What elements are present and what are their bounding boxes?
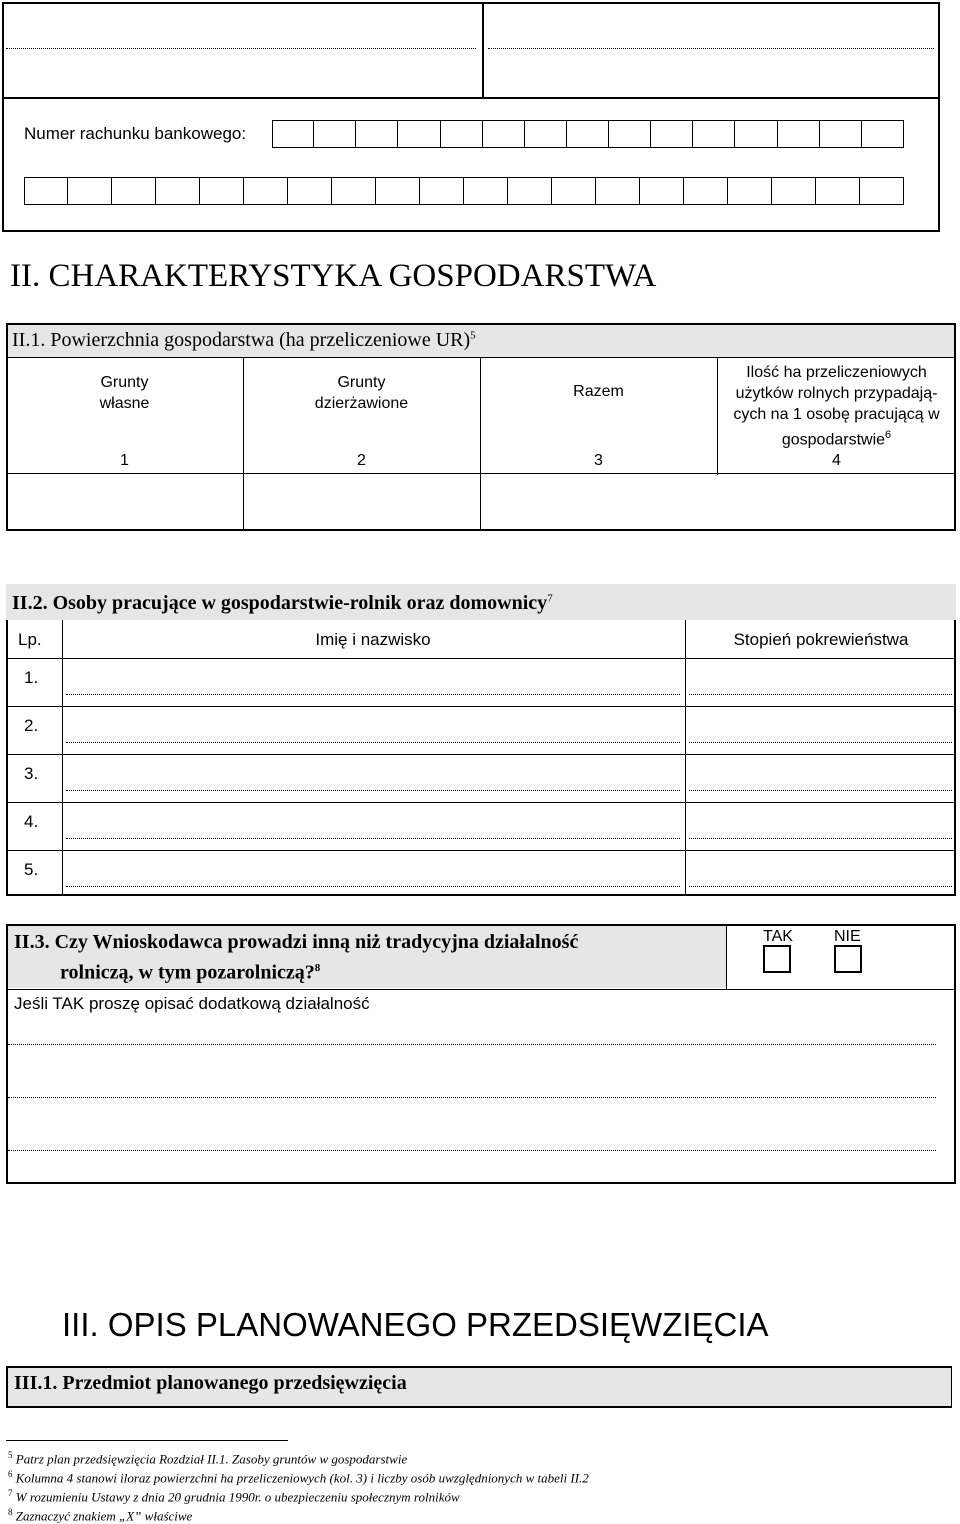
s21-number-line xyxy=(6,473,956,474)
name-field[interactable] xyxy=(66,886,680,887)
name-field[interactable] xyxy=(66,838,680,839)
footnote-number: 5 xyxy=(8,1450,13,1460)
footnote-text: Patrz plan przedsięwzięcia Rozdział II.1. Zasoby gruntów w gospodarstwie xyxy=(12,1451,408,1467)
s21-col4-header xyxy=(717,362,956,450)
bank-digit-cell[interactable] xyxy=(820,120,862,148)
s22-title-sup: 7 xyxy=(547,592,553,605)
bank-digit-cell[interactable] xyxy=(441,120,483,148)
relation-field[interactable] xyxy=(689,742,952,743)
bank-digit-cell[interactable] xyxy=(816,177,860,205)
bank-digit-cell[interactable] xyxy=(693,120,735,148)
footnote-number: 6 xyxy=(8,1469,13,1479)
s23-question xyxy=(14,929,578,986)
bank-account-row-1 xyxy=(272,120,904,148)
s21-num-1: 1 xyxy=(120,452,129,469)
bank-digit-cell[interactable] xyxy=(244,177,288,205)
bank-digit-cell[interactable] xyxy=(567,120,609,148)
bank-digit-cell[interactable] xyxy=(651,120,693,148)
bank-digit-cell[interactable] xyxy=(552,177,596,205)
bank-account-label: Numer rachunku bankowego: xyxy=(24,124,247,143)
row-number: 3. xyxy=(24,764,39,783)
bank-digit-cell[interactable] xyxy=(288,177,332,205)
bank-digit-cell[interactable] xyxy=(609,120,651,148)
s21-num-3: 3 xyxy=(594,452,603,469)
footnote-separator xyxy=(6,1440,288,1441)
bank-digit-cell[interactable] xyxy=(860,177,904,205)
s21-title xyxy=(12,329,476,352)
relation-field[interactable] xyxy=(689,790,952,791)
footnote xyxy=(8,1469,589,1486)
bank-digit-cell[interactable] xyxy=(508,177,552,205)
bank-digit-cell[interactable] xyxy=(684,177,728,205)
bank-digit-cell[interactable] xyxy=(735,120,777,148)
s23-question-sup: 8 xyxy=(314,962,321,974)
footnote-text: Kolumna 4 stanowi iloraz powierzchni ha przeliczeniowych (kol. 3) i liczby osób uwzględnionych w tabeli II.2 xyxy=(12,1470,589,1486)
bank-digit-cell[interactable] xyxy=(68,177,112,205)
s23-question-line xyxy=(6,989,956,990)
tak-label: TAK xyxy=(763,928,793,945)
footnote xyxy=(8,1488,460,1505)
footnote-text: W rozumieniu Ustawy z dnia 20 grudnia 1990r. o ubezpieczeniu społecznym rolników xyxy=(12,1489,460,1505)
s22-table-frame xyxy=(6,620,956,896)
bank-digit-cell[interactable] xyxy=(772,177,816,205)
s23-answer-line-2[interactable] xyxy=(8,1097,936,1098)
bank-digit-cell[interactable] xyxy=(728,177,772,205)
s21-num-4: 4 xyxy=(832,452,841,469)
s21-col4-sup: 6 xyxy=(885,429,892,441)
footnote xyxy=(8,1450,407,1467)
row-separator xyxy=(6,658,956,659)
bank-digit-cell[interactable] xyxy=(596,177,640,205)
name-field[interactable] xyxy=(66,694,680,695)
tak-checkbox[interactable] xyxy=(763,945,791,973)
bank-digit-cell[interactable] xyxy=(525,120,567,148)
name-field[interactable] xyxy=(66,790,680,791)
row-number: 2. xyxy=(24,716,39,735)
bank-digit-cell[interactable] xyxy=(398,120,440,148)
s23-question-line-2 xyxy=(14,955,578,986)
row-separator xyxy=(6,754,956,755)
s22-col-line-1 xyxy=(62,620,63,896)
s21-col4-text: Ilość ha przeliczeniowych użytków rolnych przypadają- cych na 1 osobę pracującą w gospodarstwie xyxy=(733,364,940,449)
s22-col-line-2 xyxy=(685,620,686,896)
top-divider xyxy=(482,2,484,98)
row-number: 1. xyxy=(24,668,39,687)
s22-title-text: II.2. Osoby pracujące w gospodarstwie-rolnik oraz domownicy xyxy=(12,592,548,614)
bank-digit-cell[interactable] xyxy=(314,120,356,148)
bank-digit-cell[interactable] xyxy=(200,177,244,205)
footnote-text: Zaznaczyć znakiem „X” właściwe xyxy=(12,1508,193,1524)
bank-digit-cell[interactable] xyxy=(112,177,156,205)
s23-answer-line-1[interactable] xyxy=(8,1044,936,1045)
s21-title-text: II.1. Powierzchnia gospodarstwa (ha przeliczeniowe UR) xyxy=(12,329,471,351)
bank-digit-cell[interactable] xyxy=(483,120,525,148)
relation-field[interactable] xyxy=(689,886,952,887)
relation-field[interactable] xyxy=(689,838,952,839)
bank-digit-cell[interactable] xyxy=(332,177,376,205)
s21-col2-header: Grunty dzierżawione xyxy=(314,374,409,412)
section-3-title: III. OPIS PLANOWANEGO PRZEDSIĘWZIĘCIA xyxy=(62,1306,769,1343)
bank-digit-cell[interactable] xyxy=(376,177,420,205)
top-separator xyxy=(2,97,940,99)
s21-title-sup: 5 xyxy=(470,329,476,342)
row-separator xyxy=(6,802,956,803)
bank-digit-cell[interactable] xyxy=(420,177,464,205)
bank-account-row-2 xyxy=(24,177,904,205)
s23-question-line-2-text: rolniczą, w tym pozarolniczą? xyxy=(60,961,315,984)
nie-checkbox[interactable] xyxy=(834,945,862,973)
bank-digit-cell[interactable] xyxy=(862,120,904,148)
row-number: 5. xyxy=(24,860,39,879)
row-number: 4. xyxy=(24,812,39,831)
s22-title xyxy=(12,592,553,615)
row-separator xyxy=(6,706,956,707)
section-2-title: II. CHARAKTERYSTYKA GOSPODARSTWA xyxy=(10,258,657,294)
bank-digit-cell[interactable] xyxy=(24,177,68,205)
footnote-number: 7 xyxy=(8,1488,13,1498)
row-separator xyxy=(6,850,956,851)
s21-header-line xyxy=(6,357,956,358)
bank-digit-cell[interactable] xyxy=(778,120,820,148)
s23-answer-line-3[interactable] xyxy=(8,1150,936,1151)
bank-digit-cell[interactable] xyxy=(156,177,200,205)
s21-col3-header: Razem xyxy=(573,383,624,400)
nie-label: NIE xyxy=(834,928,861,945)
s21-num-2: 2 xyxy=(357,452,366,469)
relation-field[interactable] xyxy=(689,694,952,695)
bank-digit-cell[interactable] xyxy=(464,177,508,205)
footnote xyxy=(8,1507,192,1524)
bank-digit-cell[interactable] xyxy=(356,120,398,148)
s23-describe-label: Jeśli TAK proszę opisać dodatkową działalność xyxy=(14,994,370,1013)
s21-col1-header: Grunty własne xyxy=(99,374,150,412)
s22-header-name: Imię i nazwisko xyxy=(315,630,431,649)
footnote-number: 8 xyxy=(8,1507,13,1517)
top-right-dotted-line xyxy=(488,48,934,49)
s31-title: III.1. Przedmiot planowanego przedsięwzięcia xyxy=(14,1372,407,1394)
bank-digit-cell[interactable] xyxy=(640,177,684,205)
top-left-dotted-line xyxy=(6,48,476,49)
name-field[interactable] xyxy=(66,742,680,743)
s22-header-relation: Stopień pokrewieństwa xyxy=(733,630,909,649)
s23-question-line-1: II.3. Czy Wnioskodawca prowadzi inną niż tradycyjna działalność xyxy=(14,931,579,953)
s22-header-lp: Lp. xyxy=(18,630,42,649)
s23-question-divider xyxy=(726,926,727,990)
bank-digit-cell[interactable] xyxy=(272,120,314,148)
